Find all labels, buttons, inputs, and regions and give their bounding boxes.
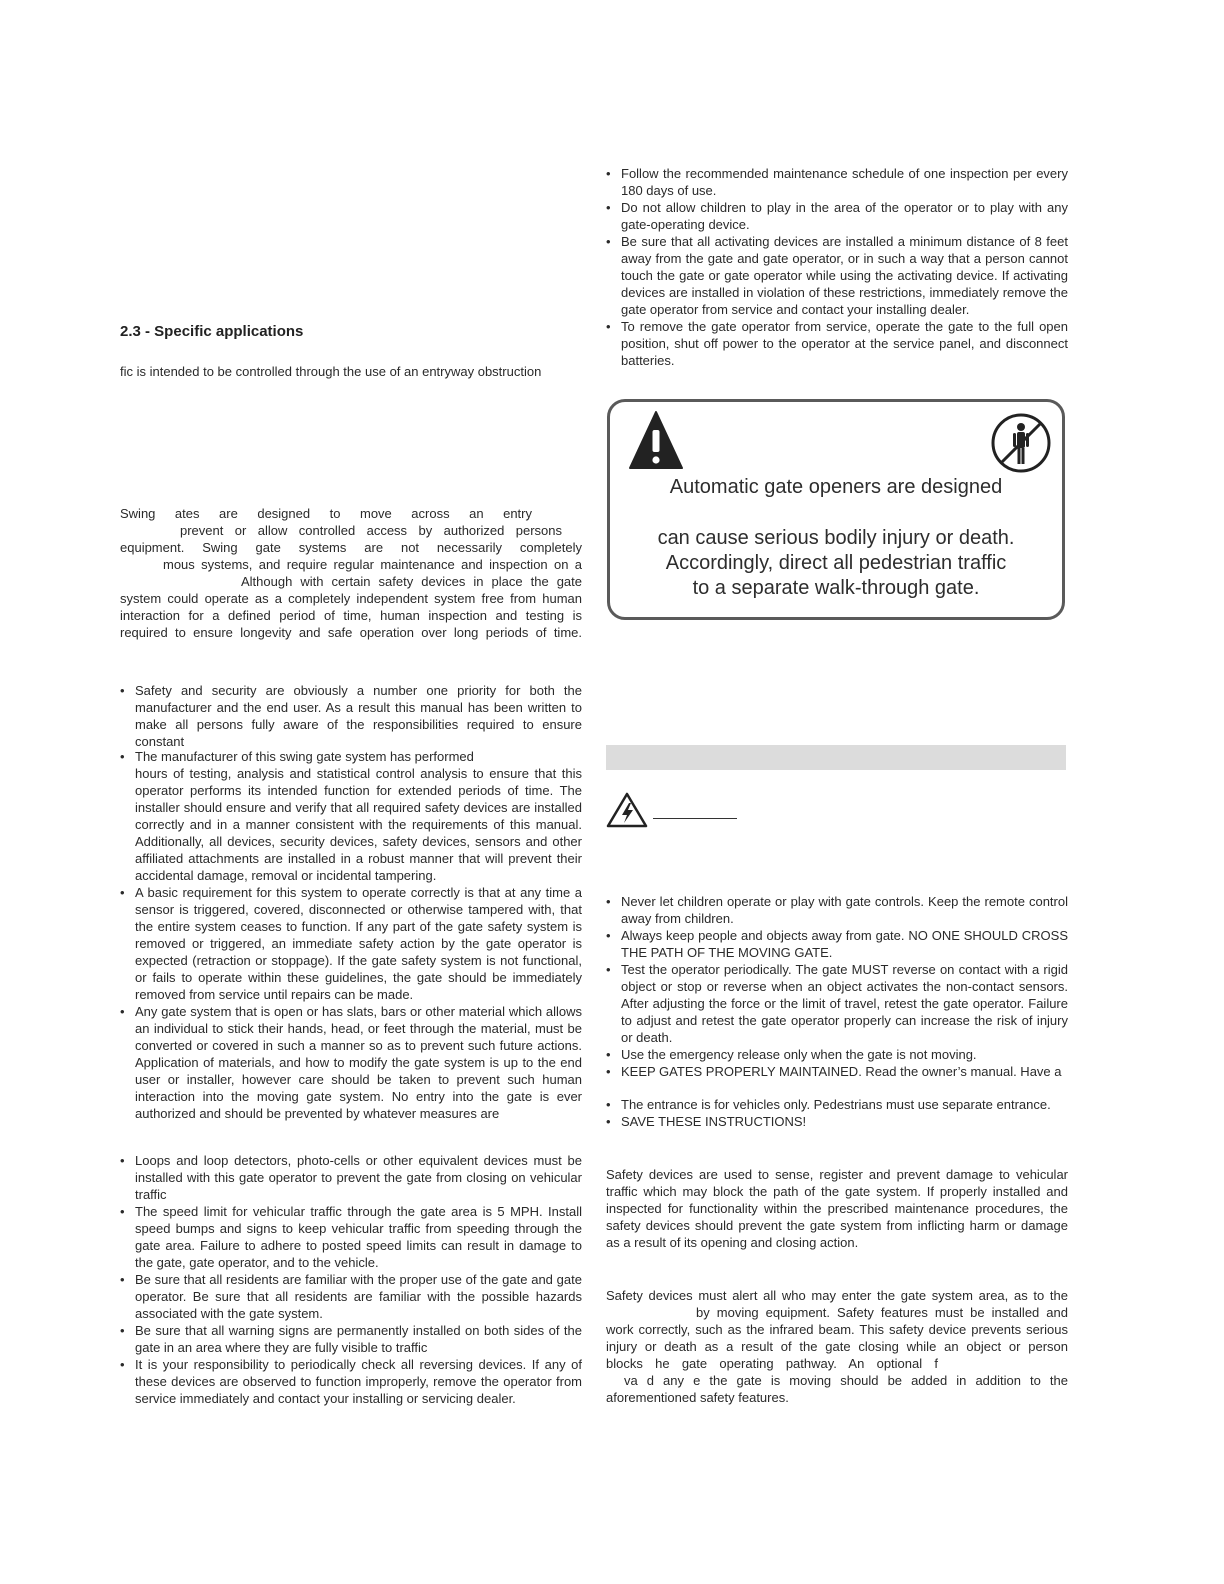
heading-underline [653,818,737,819]
list-item: • The entrance is for vehicles only. Pedestrians must use separate entrance. [606,1096,1068,1113]
left-bullets-1 [120,682,582,750]
list-item: • Never let children operate or play with gate controls. Keep the remote control away from children. [606,893,1068,927]
list-item: • KEEP GATES PROPERLY MAINTAINED. Read the owner’s manual. Have a [606,1063,1068,1080]
swing-line-2: equipment. Swing gate systems are not necessarily completely [120,540,582,555]
right-bullets-3 [606,1096,1068,1130]
swing-line-0: Swing ates are designed to move across an entry [120,506,532,521]
swing-line-6: interaction for a defined period of time, human inspection and testing is [120,608,582,623]
safety-line-6: aforementioned safety features. [606,1390,789,1405]
safety-line-3: injury or death as a result of the gate closing while an object or person [606,1339,1068,1354]
swing-line-1: prevent or allow controlled access by authorized persons [180,523,562,538]
safety-text-1: Safety devices are used to sense, register and prevent damage to vehicular traffic which may block the path of the gate system. If properly installed and inspected for functionality within the prescribed maintenance procedures, the safety devices should prevent the gate system from inflicting harm or damage as a result of its opening and closing action. [606,1167,1068,1250]
swing-line-3: mous systems, and require regular maintenance and inspection on a [163,557,582,572]
left-intro [120,363,582,380]
swing-line-5: system could operate as a completely independent system free from human [120,591,582,606]
swing-line-4: Although with certain safety devices in place the gate [241,574,582,589]
warning-line-2: can cause serious bodily injury or death. [657,527,1015,549]
list-item: • Test the operator periodically. The gate MUST reverse on contact with a rigid object or stop or reverse when an object activates the non-contact sensors. After adjusting the force or the limit of travel, retest the gate operator. Failure to adjust and retest the gate operator properly can increase the risk of injury or death. [606,961,1068,1046]
list-item: • Safety and security are obviously a number one priority for both the manufacturer and the end user. As a result this manual has been written to make all persons fully aware of the responsibilities required to ensure constant [120,682,582,750]
swing-line-7: required to ensure longevity and safe operation over long periods of time. [120,625,582,640]
warning-line-4: to a separate walk-through gate. [692,577,980,599]
pedestrian-warning-box [607,399,1065,620]
list-item: • Any gate system that is open or has slats, bars or other material which allows an individual to stick their hands, head, or feet through the material, must be converted or covered in such a manner so as to prevent such future actions. Application of materials, and how to modify the gate system is up to the end user or installer, however care should be taken to prevent such human interaction into the moving gate system. No entry into the gate is ever authorized and should be prevented by whatever measures are [120,1003,582,1122]
safety-line-0: Safety devices must alert all who may enter the gate system area, as to the [606,1288,1068,1303]
safety-paragraph-2 [606,1287,1068,1406]
list-item: • Do not allow children to play in the area of the operator or to play with any gate-operating device. [606,199,1068,233]
safety-line-1: by moving equipment. Safety features must be installed and [696,1305,1068,1320]
list-item: • To remove the gate operator from service, operate the gate to the full open position, shut off power to the operator at the service panel, and disconnect batteries. [606,318,1068,369]
safety-paragraph-1 [606,1166,1068,1251]
safety-line-4: blocks he gate operating pathway. An optional f [606,1356,938,1371]
list-item: • The speed limit for vehicular traffic through the gate area is 5 MPH. Install speed bumps and signs to keep vehicular traffic from speeding through the gate area. Failure to adhere to posted speed limits can result in damage to the gate, gate operator, and to the vehicle. [120,1203,582,1271]
list-item-continuation: hours of testing, analysis and statistical control analysis to ensure that this operator performs its intended function for extended periods of time. The installer should ensure and verify that all required safety devices are installed correctly and in a manner consistent with the requirements of this manual. Additionally, all devices, security devices, safety devices, sensors and other affiliated attachments are installed in a robust manner that will prevent their accidental damage, removal or incidental tampering. [135,766,582,883]
list-item: • Be sure that all activating devices are installed a minimum distance of 8 feet away from the gate and gate operator, or in such a way that a person cannot touch the gate or gate operator while using the activating device. If activating devices are installed in violation of these restrictions, immediately remove the gate operator from service and contact your installing dealer. [606,233,1068,318]
right-bullets-2 [606,893,1068,1080]
no-pedestrian-icon [990,412,1052,474]
right-bullets-1 [606,165,1068,369]
list-item: • Use the emergency release only when the gate is not moving. [606,1046,1068,1063]
safety-line-5: va d any e the gate is moving should be added in addition to the [624,1373,1068,1388]
list-item: • Loops and loop detectors, photo-cells or other equivalent devices must be installed with this gate operator to prevent the gate from closing on vehicular traffic [120,1152,582,1203]
left-bullets-2 [120,748,582,1122]
safety-line-2: work correctly, such as the infrared beam. This safety device prevents serious [606,1322,1068,1337]
list-item: • The manufacturer of this swing gate system has performed [120,748,582,765]
section-heading-block [120,323,582,340]
electric-hazard-icon [606,792,648,828]
left-bullets-3 [120,1152,582,1407]
list-item: • Always keep people and objects away from gate. NO ONE SHOULD CROSS THE PATH OF THE MOVING GATE. [606,927,1068,961]
warning-line-1: Automatic gate openers are designed [669,476,1003,498]
warning-line-3: Accordingly, direct all pedestrian traffic [665,552,1007,574]
section-header-bar [606,745,1066,770]
list-item: • Be sure that all warning signs are permanently installed on both sides of the gate in an area where they are fully visible to traffic [120,1322,582,1356]
list-item: • Be sure that all residents are familiar with the proper use of the gate and gate operator. Be sure that all residents are familiar with the possible hazards associated with the gate system. [120,1271,582,1322]
list-item: • Follow the recommended maintenance schedule of one inspection per every 180 days of use. [606,165,1068,199]
section-heading: 2.3 - Specific applications [120,323,304,340]
list-item: • A basic requirement for this system to operate correctly is that at any time a sensor is triggered, covered, disconnected or otherwise tampered with, that the entire system ceases to function. If any part of the gate safety system is removed or triggered, an immediate safety action by the gate operator is expected (retraction or stoppage). If the gate safety system is not functional, or fails to operate within these guidelines, the gate should be immediately removed from service until repairs can be made. [120,884,582,1003]
list-item: • It is your responsibility to periodically check all reversing devices. If any of these devices are observed to function improperly, remove the operator from service immediately and contact your installing or servicing dealer. [120,1356,582,1407]
exclamation-warning-icon [628,410,684,470]
intro-text: fic is intended to be controlled through the use of an entryway obstruction [120,364,542,379]
swing-paragraph [120,505,582,641]
list-item: • SAVE THESE INSTRUCTIONS! [606,1113,1068,1130]
